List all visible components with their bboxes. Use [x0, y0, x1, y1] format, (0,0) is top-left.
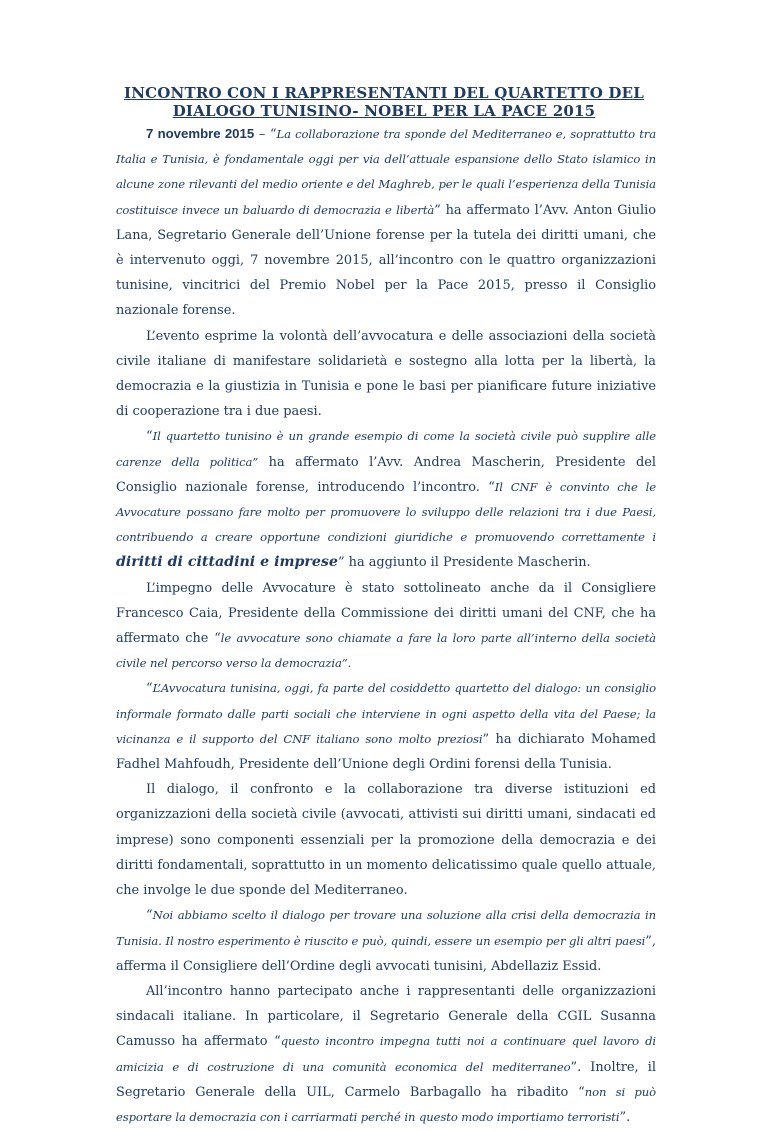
- paragraph-3: “Il quartetto tunisino è un grande esempio di come la società civile può supplire alle carenze della politica” ha affermato l’Avv. Andrea Mascherin, Presidente del Consiglio nazionale forense, introducendo l’incontro. “Il CNF è convinto che le Avvocature possano fare molto per promuovere lo sviluppo delle relazioni tra i due Paesi, contribuendo a creare opportune condizioni giuridiche e promuovendo correttamente i diritti di cittadini e imprese” ha aggiunto il Presidente Mascherin.: [116, 429, 656, 571]
- article-date: 7 novembre 2015: [146, 126, 255, 141]
- paragraph-6: Il dialogo, il confronto e la collaborazione tra diverse istituzioni ed organizzazioni della società civile (avvocati, attivisti sui diritti umani, sindacati ed imprese) sono componenti essenziali per la promozione della democrazia e dei diritti fondamentali, soprattutto in un momento delicatissimo quale quello attuale, che involge le due sponde del Mediterraneo.: [116, 782, 656, 899]
- document-title: [80, 84, 688, 120]
- paragraph-5: “L’Avvocatura tunisina, oggi, fa parte del cosiddetto quartetto del dialogo: un consiglio informale formato dalle parti sociali che interviene in ogni aspetto della vita del Paese; la vicinanza e il supporto del CNF italiano sono molto preziosi” ha dichiarato Mohamed Fadhel Mahfoudh, Presidente dell’Unione degli Ordini forensi della Tunisia.: [116, 681, 656, 773]
- paragraph-1: 7 novembre 2015 – “La collaborazione tra sponde del Mediterraneo e, soprattutto tra Italia e Tunisia, è fondamentale oggi per via dell’attuale espansione dello Stato islamico in alcune zone rilevanti del medio oriente e del Maghreb, per le quali l’esperienza della Tunisia costituisce invece un baluardo di democrazia e libertà” ha affermato l’Avv. Anton Giulio Lana, Segretario Generale dell’Unione forense per la tutela dei diritti umani, che è intervenuto oggi, 7 novembre 2015, all’incontro con le quattro organizzazioni tunisine, vincitrici del Premio Nobel per la Pace 2015, presso il Consiglio nazionale forense.: [116, 126, 657, 319]
- quote-barbagallo: non si può esportare la democrazia con i carriarmati perché in questo modo importiamo terroristi: [116, 1084, 656, 1124]
- quote-mascherin-1: Il quartetto tunisino è un grande esempio di come la società civile può supplire alle carenze della politica”: [116, 429, 656, 469]
- title-line-2: DIALOGO TUNISINO- NOBEL PER LA PACE 2015: [172, 102, 596, 120]
- title-line-1: INCONTRO CON I RAPPRESENTANTI DEL QUARTETTO DEL: [124, 84, 644, 102]
- paragraph-4: L’impegno delle Avvocature è stato sottolineato anche da il Consigliere Francesco Caia, Presidente della Commissione dei diritti umani del CNF, che ha affermato che “le avvocature sono chiamate a fare la loro parte all’interno della società civile nel percorso verso la democrazia”.: [116, 580, 656, 671]
- quote-lana: La collaborazione tra sponde del Mediterraneo e, soprattutto tra Italia e Tunisia, è fondamentale oggi per via dell’attuale espansione dello Stato islamico in alcune zone rilevanti del medio oriente e del Maghreb, per le quali l’esperienza della Tunisia costituisce invece un baluardo di democrazia e libertà: [116, 127, 657, 217]
- paragraph-7: “Noi abbiamo scelto il dialogo per trovare una soluzione alla crisi della democrazia in Tunisia. Il nostro esperimento è riuscito e può, quindi, essere un esempio per gli altri paesi”, afferma il Consigliere dell’Ordine degli avvocati tunisini, Abdellaziz Essid.: [116, 908, 656, 974]
- emphasis-diritti: diritti di cittadini e imprese: [116, 554, 338, 571]
- paragraph-8: All’incontro hanno partecipato anche i rappresentanti delle organizzazioni sindacali italiane. In particolare, il Segretario Generale della CGIL Susanna Camusso ha affermato “questo incontro impegna tutti noi a continuare quel lavoro di amicizia e di costruzione di una comunità economica del mediterraneo”. Inoltre, il Segretario Generale della UIL, Carmelo Barbagallo ha ribadito “non si può esportare la democrazia con i carriarmati perché in questo modo importiamo terroristi”.: [116, 983, 656, 1125]
- quote-essid: Noi abbiamo scelto il dialogo per trovare una soluzione alla crisi della democrazia in Tunisia. Il nostro esperimento è riuscito e può, quindi, essere un esempio per gli altri paesi: [116, 908, 656, 948]
- quote-mascherin-2: Il CNF è convinto che le Avvocature possano fare molto per promuovere lo sviluppo delle relazioni tra i due Paesi, contribuendo a creare opportune condizioni giuridiche e promuovendo correttamente i: [116, 479, 656, 545]
- quote-caia: le avvocature sono chiamate a fare la loro parte all’interno della società civile nel percorso verso la democrazia”.: [116, 631, 656, 671]
- quote-camusso: questo incontro impegna tutti noi a continuare quel lavoro di amicizia e di costruzione di una comunità economica del mediterraneo: [116, 1034, 656, 1074]
- paragraph-2: L’evento esprime la volontà dell’avvocatura e delle associazioni della società civile italiane di manifestare solidarietà e sostegno alla lotta per la libertà, la democrazia e la giustizia in Tunisia e pone le basi per pianificare future iniziative di cooperazione tra i due paesi.: [116, 328, 656, 420]
- quote-mahfoudh: L’Avvocatura tunisina, oggi, fa parte del cosiddetto quartetto del dialogo: un consiglio informale formato dalle parti sociali che interviene in ogni aspetto della vita del Paese; la vicinanza e il supporto del CNF italiano sono molto preziosi: [116, 681, 656, 746]
- article-body: [116, 121, 656, 1130]
